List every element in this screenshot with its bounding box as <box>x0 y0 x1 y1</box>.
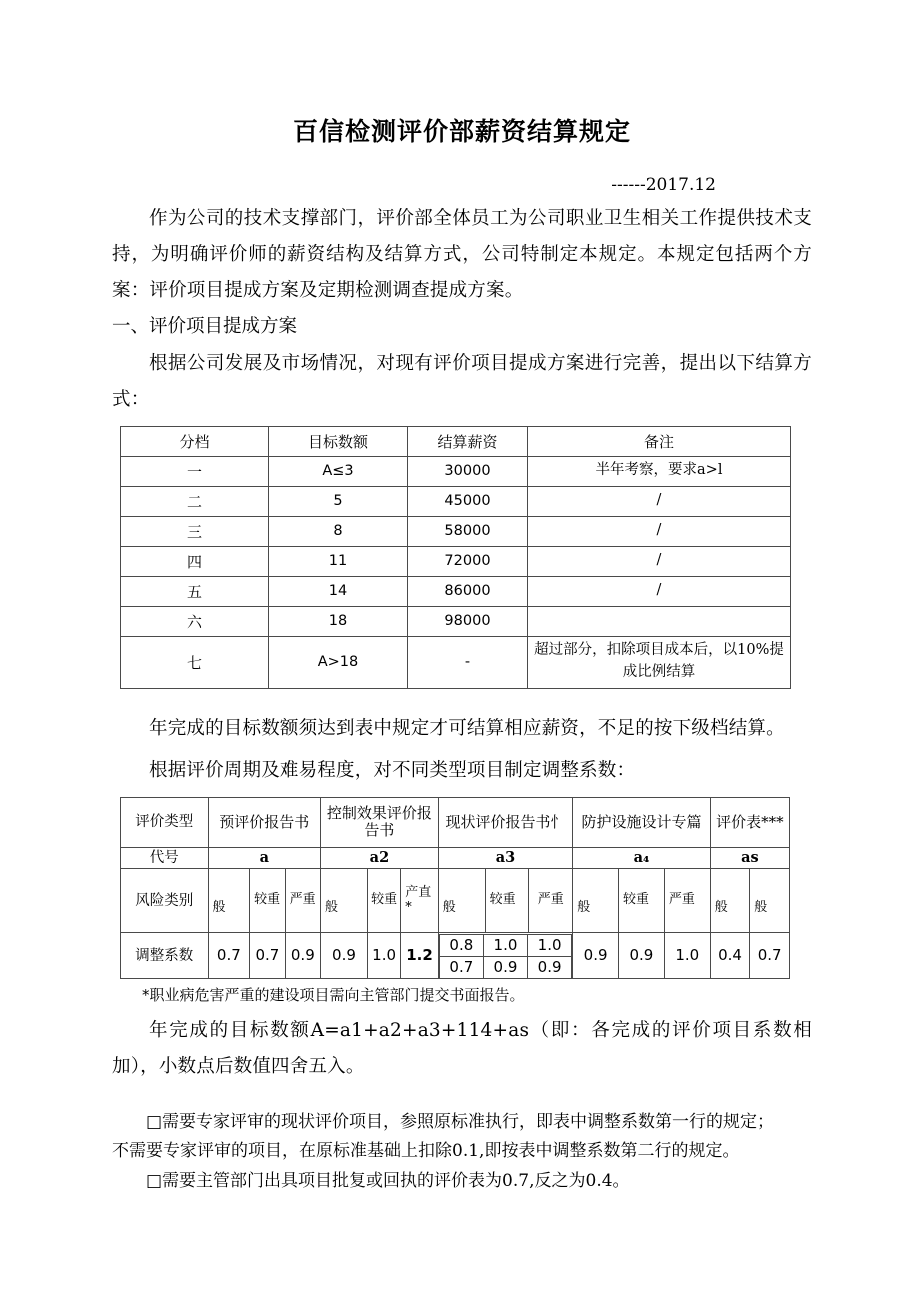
col-header-quota: 目标数额 <box>269 426 408 456</box>
section-1-heading: 一、评价项目提成方案 <box>112 316 298 338</box>
table-row <box>121 576 791 606</box>
risk-text: 般 <box>577 900 591 916</box>
risk-g3-2 <box>485 869 529 933</box>
risk-g1-2 <box>250 869 285 933</box>
table-row <box>121 456 791 486</box>
coef-g1-2: 0.7 <box>250 933 285 979</box>
coef-g3-subtable <box>439 934 572 979</box>
coef-g1-3: 0.9 <box>285 933 320 979</box>
type-group-5: 评价表*** <box>710 797 789 847</box>
coef-g1-1: 0.7 <box>208 933 250 979</box>
table-row <box>121 636 791 688</box>
cell-salary: 58000 <box>408 516 528 546</box>
coef-g5-2: 0.7 <box>750 933 790 979</box>
risk-g3-3 <box>529 869 573 933</box>
risk-g1-1 <box>208 869 250 933</box>
table-row <box>121 486 791 516</box>
cell-quota: A>18 <box>269 636 408 688</box>
cell-quota: 5 <box>269 486 408 516</box>
risk-text: 般 <box>325 900 339 916</box>
col-header-tier: 分档 <box>121 426 269 456</box>
before-table2-paragraph: 根据评价周期及难易程度，对不同类型项目制定调整系数： <box>149 759 636 781</box>
risk-g2-2 <box>367 869 400 933</box>
risk-g1-3 <box>285 869 320 933</box>
risk-g2-1 <box>321 869 368 933</box>
risk-text: 严重 <box>668 892 695 908</box>
code-group-3: a3 <box>438 847 572 869</box>
cell-quota: 11 <box>269 546 408 576</box>
type-group-4: 防护设施设计专篇 <box>573 797 711 847</box>
type-header-row <box>121 797 790 847</box>
cell-salary: 86000 <box>408 576 528 606</box>
risk-text: 产直* <box>405 884 432 915</box>
type-group-3: 现状评价报告书忄 <box>438 797 572 847</box>
coef-g3-r1c3: 1.0 <box>528 934 572 956</box>
table-row <box>121 546 791 576</box>
risk-g5-2 <box>750 869 790 933</box>
risk-text: 严重 <box>537 892 564 908</box>
coef-g2-1: 0.9 <box>321 933 368 979</box>
risk-g4-3 <box>664 869 710 933</box>
cell-note: / <box>528 576 791 606</box>
col-header-note: 备注 <box>528 426 791 456</box>
coef-g5-1: 0.4 <box>710 933 750 979</box>
risk-g4-2 <box>619 869 665 933</box>
risk-text: 般 <box>212 900 226 916</box>
bullet-item-1: □需要专家评审的现状评价项目，参照原标准执行，即表中调整系数第一行的规定； <box>146 1111 775 1132</box>
risk-g2-3 <box>401 869 439 933</box>
coef-g3-r2c2: 0.9 <box>483 956 527 978</box>
type-group-1: 预评价报告书 <box>208 797 321 847</box>
cell-salary: 98000 <box>408 606 528 636</box>
risk-g4-1 <box>573 869 619 933</box>
coef-g4-3: 1.0 <box>664 933 710 979</box>
row-label-type: 评价类型 <box>121 797 209 847</box>
code-group-5: as <box>710 847 789 869</box>
cell-tier: 六 <box>121 606 269 636</box>
table-row <box>121 516 791 546</box>
risk-text: 般 <box>754 900 768 916</box>
type-group-2: 控制效果评价报告书 <box>321 797 439 847</box>
cell-salary: 30000 <box>408 456 528 486</box>
after-table1-paragraph: 年完成的目标数额须达到表中规定才可结算相应薪资，不足的按下级档结算。 <box>149 717 785 739</box>
cell-tier: 一 <box>121 456 269 486</box>
row-label-coefficient: 调整系数 <box>121 933 209 979</box>
coef-g3-r1c1: 0.8 <box>439 934 483 956</box>
document-content <box>112 0 812 1197</box>
cell-salary: 72000 <box>408 546 528 576</box>
risk-text: 般 <box>714 900 728 916</box>
code-group-4: a₄ <box>573 847 711 869</box>
cell-tier: 四 <box>121 546 269 576</box>
formula-paragraph: 年完成的目标数额A=a1+a2+a3+114+as（即：各完成的评价项目系数相加），小数点后数值四舍五入。 <box>112 1020 812 1078</box>
section-1-intro: 根据公司发展及市场情况，对现有评价项目提成方案进行完善，提出以下结算方式： <box>112 352 812 410</box>
coef-g3-row1 <box>439 934 571 956</box>
coef-g4-1: 0.9 <box>573 933 619 979</box>
adjustment-coefficient-table <box>120 797 790 980</box>
risk-text: 般 <box>442 900 456 916</box>
cell-note <box>528 606 791 636</box>
cell-quota: A≤3 <box>269 456 408 486</box>
intro-paragraph: 作为公司的技术支撑部门，评价部全体员工为公司职业卫生相关工作提供技术支持，为明确评价师的薪资结构及结算方式，公司特制定本规定。本规定包括两个方案：评价项目提成方案及定期检测调查提成方案。 <box>112 208 812 302</box>
cell-tier: 二 <box>121 486 269 516</box>
coef-g2-3: 1.2 <box>401 933 439 979</box>
code-group-1: a <box>208 847 321 869</box>
bullet-item-1-continued: 不需要专家评审的项目，在原标准基础上扣除0.1,即按表中调整系数第二行的规定。 <box>112 1141 740 1162</box>
coefficient-row <box>121 933 790 979</box>
row-label-risk: 风险类别 <box>121 869 209 933</box>
risk-text: 严重 <box>289 892 316 908</box>
coef-g3-r2c1: 0.7 <box>439 956 483 978</box>
coef-g3-split <box>438 933 572 979</box>
code-row <box>121 847 790 869</box>
cell-tier: 三 <box>121 516 269 546</box>
risk-text: 较重 <box>489 892 516 908</box>
bullet-item-2: □需要主管部门出具项目批复或回执的评价表为0.7,反之为0.4。 <box>146 1171 630 1192</box>
row-label-code: 代号 <box>121 847 209 869</box>
cell-quota: 18 <box>269 606 408 636</box>
coef-g4-2: 0.9 <box>619 933 665 979</box>
risk-row <box>121 869 790 933</box>
risk-text: 较重 <box>371 892 398 908</box>
table-header-row <box>121 426 791 456</box>
risk-g5-1 <box>710 869 750 933</box>
coef-g3-row2 <box>439 956 571 978</box>
risk-text: 较重 <box>623 892 650 908</box>
salary-tier-table <box>120 426 791 689</box>
cell-tier: 五 <box>121 576 269 606</box>
cell-salary: - <box>408 636 528 688</box>
risk-text: 较重 <box>254 892 281 908</box>
coef-g2-2: 1.0 <box>367 933 400 979</box>
col-header-salary: 结算薪资 <box>408 426 528 456</box>
cell-note: 半年考察，要求a>l <box>528 456 791 486</box>
cell-note: 超过部分，扣除项目成本后，以10%提成比例结算 <box>528 636 791 688</box>
cell-quota: 8 <box>269 516 408 546</box>
coef-g3-r1c2: 1.0 <box>483 934 527 956</box>
cell-note: / <box>528 516 791 546</box>
risk-g3-1 <box>438 869 485 933</box>
cell-quota: 14 <box>269 576 408 606</box>
cell-note: / <box>528 486 791 516</box>
table2-footnote: *职业病危害严重的建设项目需向主管部门提交书面报告。 <box>142 986 525 1005</box>
cell-tier: 七 <box>121 636 269 688</box>
coef-g3-r2c3: 0.9 <box>528 956 572 978</box>
code-group-2: a2 <box>321 847 439 869</box>
table-row <box>121 606 791 636</box>
cell-note: / <box>528 546 791 576</box>
page-title: 百信检测评价部薪资结算规定 <box>292 117 631 146</box>
cell-salary: 45000 <box>408 486 528 516</box>
document-date: ------2017.12 <box>611 175 716 196</box>
